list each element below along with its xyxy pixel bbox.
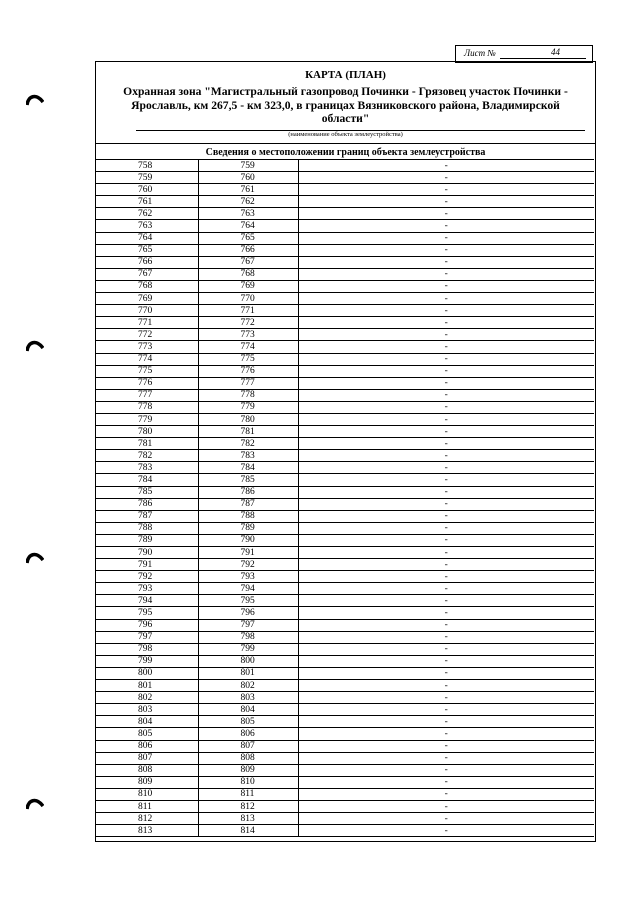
table-row bbox=[96, 740, 594, 752]
from-point-cell: 780 bbox=[96, 426, 198, 438]
to-point-cell: 764 bbox=[198, 220, 298, 232]
object-name-caption: (наименование объекта землеустройства) bbox=[288, 131, 403, 138]
from-point-cell: 784 bbox=[96, 474, 198, 486]
table-row bbox=[96, 474, 594, 486]
table-row bbox=[96, 377, 594, 389]
to-point-cell: 777 bbox=[198, 377, 298, 389]
from-point-cell: 764 bbox=[96, 232, 198, 244]
to-point-cell: 761 bbox=[198, 184, 298, 196]
table-row bbox=[96, 498, 594, 510]
to-point-cell: 786 bbox=[198, 486, 298, 498]
table-row bbox=[96, 716, 594, 728]
info-cell: - bbox=[298, 329, 594, 341]
from-point-cell: 806 bbox=[96, 740, 198, 752]
table-row bbox=[96, 800, 594, 812]
from-point-cell: 799 bbox=[96, 655, 198, 667]
divider bbox=[96, 143, 595, 144]
to-point-cell: 769 bbox=[198, 280, 298, 292]
from-point-cell: 774 bbox=[96, 353, 198, 365]
info-cell: - bbox=[298, 510, 594, 522]
from-point-cell: 805 bbox=[96, 728, 198, 740]
table-row bbox=[96, 365, 594, 377]
to-point-cell: 804 bbox=[198, 704, 298, 716]
info-cell: - bbox=[298, 317, 594, 329]
from-point-cell: 798 bbox=[96, 643, 198, 655]
to-point-cell: 773 bbox=[198, 329, 298, 341]
info-cell: - bbox=[298, 184, 594, 196]
from-point-cell: 760 bbox=[96, 184, 198, 196]
info-cell: - bbox=[298, 474, 594, 486]
table-row bbox=[96, 426, 594, 438]
info-cell: - bbox=[298, 208, 594, 220]
table-row bbox=[96, 583, 594, 595]
to-point-cell: 779 bbox=[198, 401, 298, 413]
table-row bbox=[96, 353, 594, 365]
table-row bbox=[96, 752, 594, 764]
table-row bbox=[96, 692, 594, 704]
table-row bbox=[96, 329, 594, 341]
info-cell: - bbox=[298, 232, 594, 244]
from-point-cell: 777 bbox=[96, 389, 198, 401]
from-point-cell: 767 bbox=[96, 268, 198, 280]
table-row bbox=[96, 667, 594, 679]
to-point-cell: 792 bbox=[198, 559, 298, 571]
punch-mark bbox=[26, 92, 44, 106]
from-point-cell: 802 bbox=[96, 692, 198, 704]
from-point-cell: 763 bbox=[96, 220, 198, 232]
from-point-cell: 761 bbox=[96, 196, 198, 208]
to-point-cell: 811 bbox=[198, 788, 298, 800]
to-point-cell: 781 bbox=[198, 426, 298, 438]
table-row bbox=[96, 534, 594, 546]
info-cell: - bbox=[298, 813, 594, 825]
from-point-cell: 778 bbox=[96, 401, 198, 413]
from-point-cell: 801 bbox=[96, 680, 198, 692]
info-cell: - bbox=[298, 377, 594, 389]
map-frame bbox=[95, 61, 596, 842]
table-row bbox=[96, 704, 594, 716]
info-cell: - bbox=[298, 353, 594, 365]
table-row bbox=[96, 643, 594, 655]
info-cell: - bbox=[298, 486, 594, 498]
from-point-cell: 772 bbox=[96, 329, 198, 341]
info-cell: - bbox=[298, 172, 594, 184]
table-row bbox=[96, 450, 594, 462]
info-cell: - bbox=[298, 788, 594, 800]
from-point-cell: 765 bbox=[96, 244, 198, 256]
info-cell: - bbox=[298, 655, 594, 667]
to-point-cell: 810 bbox=[198, 776, 298, 788]
from-point-cell: 790 bbox=[96, 547, 198, 559]
to-point-cell: 812 bbox=[198, 800, 298, 812]
info-cell: - bbox=[298, 595, 594, 607]
info-cell: - bbox=[298, 825, 594, 837]
info-cell: - bbox=[298, 680, 594, 692]
to-point-cell: 759 bbox=[198, 160, 298, 172]
from-point-cell: 810 bbox=[96, 788, 198, 800]
info-cell: - bbox=[298, 607, 594, 619]
from-point-cell: 758 bbox=[96, 160, 198, 172]
info-cell: - bbox=[298, 450, 594, 462]
info-cell: - bbox=[298, 280, 594, 292]
section-title: Сведения о местоположении границ объекта землеустройства bbox=[205, 147, 486, 158]
from-point-cell: 775 bbox=[96, 365, 198, 377]
info-cell: - bbox=[298, 401, 594, 413]
table-row bbox=[96, 232, 594, 244]
info-cell: - bbox=[298, 196, 594, 208]
table-row bbox=[96, 280, 594, 292]
punch-mark bbox=[26, 338, 44, 352]
sheet-number: 44 bbox=[551, 47, 560, 57]
to-point-cell: 774 bbox=[198, 341, 298, 353]
from-point-cell: 804 bbox=[96, 716, 198, 728]
from-point-cell: 807 bbox=[96, 752, 198, 764]
to-point-cell: 802 bbox=[198, 680, 298, 692]
to-point-cell: 767 bbox=[198, 256, 298, 268]
table-row bbox=[96, 788, 594, 800]
from-point-cell: 795 bbox=[96, 607, 198, 619]
from-point-cell: 786 bbox=[96, 498, 198, 510]
table-row bbox=[96, 268, 594, 280]
to-point-cell: 776 bbox=[198, 365, 298, 377]
from-point-cell: 797 bbox=[96, 631, 198, 643]
info-cell: - bbox=[298, 268, 594, 280]
info-cell: - bbox=[298, 800, 594, 812]
to-point-cell: 806 bbox=[198, 728, 298, 740]
info-cell: - bbox=[298, 413, 594, 425]
from-point-cell: 793 bbox=[96, 583, 198, 595]
table-row bbox=[96, 184, 594, 196]
to-point-cell: 798 bbox=[198, 631, 298, 643]
to-point-cell: 799 bbox=[198, 643, 298, 655]
table-row bbox=[96, 486, 594, 498]
info-cell: - bbox=[298, 389, 594, 401]
info-cell: - bbox=[298, 256, 594, 268]
to-point-cell: 800 bbox=[198, 655, 298, 667]
info-cell: - bbox=[298, 740, 594, 752]
from-point-cell: 789 bbox=[96, 534, 198, 546]
table-row bbox=[96, 438, 594, 450]
table-row bbox=[96, 619, 594, 631]
sheet-number-underline bbox=[500, 58, 586, 59]
info-cell: - bbox=[298, 305, 594, 317]
to-point-cell: 789 bbox=[198, 522, 298, 534]
table-row bbox=[96, 293, 594, 305]
table-row bbox=[96, 160, 594, 172]
to-point-cell: 775 bbox=[198, 353, 298, 365]
table-row bbox=[96, 401, 594, 413]
table-row bbox=[96, 547, 594, 559]
table-row bbox=[96, 305, 594, 317]
info-cell: - bbox=[298, 244, 594, 256]
info-cell: - bbox=[298, 462, 594, 474]
from-point-cell: 791 bbox=[96, 559, 198, 571]
to-point-cell: 793 bbox=[198, 571, 298, 583]
to-point-cell: 808 bbox=[198, 752, 298, 764]
to-point-cell: 770 bbox=[198, 293, 298, 305]
to-point-cell: 795 bbox=[198, 595, 298, 607]
table-row bbox=[96, 244, 594, 256]
to-point-cell: 796 bbox=[198, 607, 298, 619]
info-cell: - bbox=[298, 752, 594, 764]
table-row bbox=[96, 764, 594, 776]
to-point-cell: 763 bbox=[198, 208, 298, 220]
map-title: КАРТА (ПЛАН) bbox=[305, 69, 386, 81]
info-cell: - bbox=[298, 571, 594, 583]
table-row bbox=[96, 413, 594, 425]
punch-mark bbox=[26, 796, 44, 810]
table-row bbox=[96, 813, 594, 825]
table-row bbox=[96, 389, 594, 401]
to-point-cell: 782 bbox=[198, 438, 298, 450]
from-point-cell: 773 bbox=[96, 341, 198, 353]
table-row bbox=[96, 196, 594, 208]
from-point-cell: 769 bbox=[96, 293, 198, 305]
info-cell: - bbox=[298, 667, 594, 679]
to-point-cell: 788 bbox=[198, 510, 298, 522]
from-point-cell: 796 bbox=[96, 619, 198, 631]
table-row bbox=[96, 317, 594, 329]
to-point-cell: 784 bbox=[198, 462, 298, 474]
table-row bbox=[96, 510, 594, 522]
to-point-cell: 762 bbox=[198, 196, 298, 208]
info-cell: - bbox=[298, 160, 594, 172]
info-cell: - bbox=[298, 619, 594, 631]
table-row bbox=[96, 220, 594, 232]
boundary-table bbox=[96, 159, 594, 837]
from-point-cell: 788 bbox=[96, 522, 198, 534]
info-cell: - bbox=[298, 583, 594, 595]
info-cell: - bbox=[298, 534, 594, 546]
info-cell: - bbox=[298, 716, 594, 728]
from-point-cell: 766 bbox=[96, 256, 198, 268]
to-point-cell: 778 bbox=[198, 389, 298, 401]
info-cell: - bbox=[298, 728, 594, 740]
from-point-cell: 783 bbox=[96, 462, 198, 474]
table-row bbox=[96, 256, 594, 268]
from-point-cell: 794 bbox=[96, 595, 198, 607]
to-point-cell: 803 bbox=[198, 692, 298, 704]
to-point-cell: 772 bbox=[198, 317, 298, 329]
from-point-cell: 813 bbox=[96, 825, 198, 837]
from-point-cell: 787 bbox=[96, 510, 198, 522]
to-point-cell: 794 bbox=[198, 583, 298, 595]
to-point-cell: 765 bbox=[198, 232, 298, 244]
table-row bbox=[96, 825, 594, 837]
table-row bbox=[96, 595, 594, 607]
table-row bbox=[96, 522, 594, 534]
from-point-cell: 808 bbox=[96, 764, 198, 776]
to-point-cell: 791 bbox=[198, 547, 298, 559]
punch-mark bbox=[26, 550, 44, 564]
info-cell: - bbox=[298, 643, 594, 655]
info-cell: - bbox=[298, 341, 594, 353]
table-row bbox=[96, 571, 594, 583]
info-cell: - bbox=[298, 764, 594, 776]
info-cell: - bbox=[298, 426, 594, 438]
from-point-cell: 782 bbox=[96, 450, 198, 462]
table-row bbox=[96, 776, 594, 788]
info-cell: - bbox=[298, 522, 594, 534]
to-point-cell: 807 bbox=[198, 740, 298, 752]
to-point-cell: 780 bbox=[198, 413, 298, 425]
table-row bbox=[96, 607, 594, 619]
info-cell: - bbox=[298, 547, 594, 559]
from-point-cell: 781 bbox=[96, 438, 198, 450]
to-point-cell: 809 bbox=[198, 764, 298, 776]
from-point-cell: 785 bbox=[96, 486, 198, 498]
from-point-cell: 771 bbox=[96, 317, 198, 329]
from-point-cell: 800 bbox=[96, 667, 198, 679]
from-point-cell: 812 bbox=[96, 813, 198, 825]
info-cell: - bbox=[298, 559, 594, 571]
to-point-cell: 785 bbox=[198, 474, 298, 486]
to-point-cell: 787 bbox=[198, 498, 298, 510]
table-row bbox=[96, 341, 594, 353]
to-point-cell: 790 bbox=[198, 534, 298, 546]
info-cell: - bbox=[298, 438, 594, 450]
from-point-cell: 770 bbox=[96, 305, 198, 317]
from-point-cell: 776 bbox=[96, 377, 198, 389]
info-cell: - bbox=[298, 776, 594, 788]
table-row bbox=[96, 462, 594, 474]
from-point-cell: 792 bbox=[96, 571, 198, 583]
to-point-cell: 801 bbox=[198, 667, 298, 679]
info-cell: - bbox=[298, 498, 594, 510]
table-row bbox=[96, 172, 594, 184]
info-cell: - bbox=[298, 293, 594, 305]
info-cell: - bbox=[298, 692, 594, 704]
from-point-cell: 762 bbox=[96, 208, 198, 220]
table-row bbox=[96, 680, 594, 692]
from-point-cell: 809 bbox=[96, 776, 198, 788]
from-point-cell: 803 bbox=[96, 704, 198, 716]
info-cell: - bbox=[298, 220, 594, 232]
to-point-cell: 813 bbox=[198, 813, 298, 825]
table-row bbox=[96, 631, 594, 643]
info-cell: - bbox=[298, 631, 594, 643]
table-row bbox=[96, 655, 594, 667]
object-name: Охранная зона "Магистральный газопровод Починки - Грязовец участок Починки - Ярославль, км 267,5 - км 323,0, в границах Вязниковского района, Владимирской области" bbox=[123, 85, 568, 125]
to-point-cell: 760 bbox=[198, 172, 298, 184]
info-cell: - bbox=[298, 365, 594, 377]
to-point-cell: 768 bbox=[198, 268, 298, 280]
from-point-cell: 759 bbox=[96, 172, 198, 184]
to-point-cell: 783 bbox=[198, 450, 298, 462]
to-point-cell: 797 bbox=[198, 619, 298, 631]
from-point-cell: 811 bbox=[96, 800, 198, 812]
info-cell: - bbox=[298, 704, 594, 716]
from-point-cell: 779 bbox=[96, 413, 198, 425]
table-row bbox=[96, 559, 594, 571]
table-row bbox=[96, 208, 594, 220]
sheet-label: Лист № bbox=[464, 48, 496, 58]
to-point-cell: 805 bbox=[198, 716, 298, 728]
to-point-cell: 814 bbox=[198, 825, 298, 837]
table-row bbox=[96, 728, 594, 740]
to-point-cell: 771 bbox=[198, 305, 298, 317]
to-point-cell: 766 bbox=[198, 244, 298, 256]
from-point-cell: 768 bbox=[96, 280, 198, 292]
